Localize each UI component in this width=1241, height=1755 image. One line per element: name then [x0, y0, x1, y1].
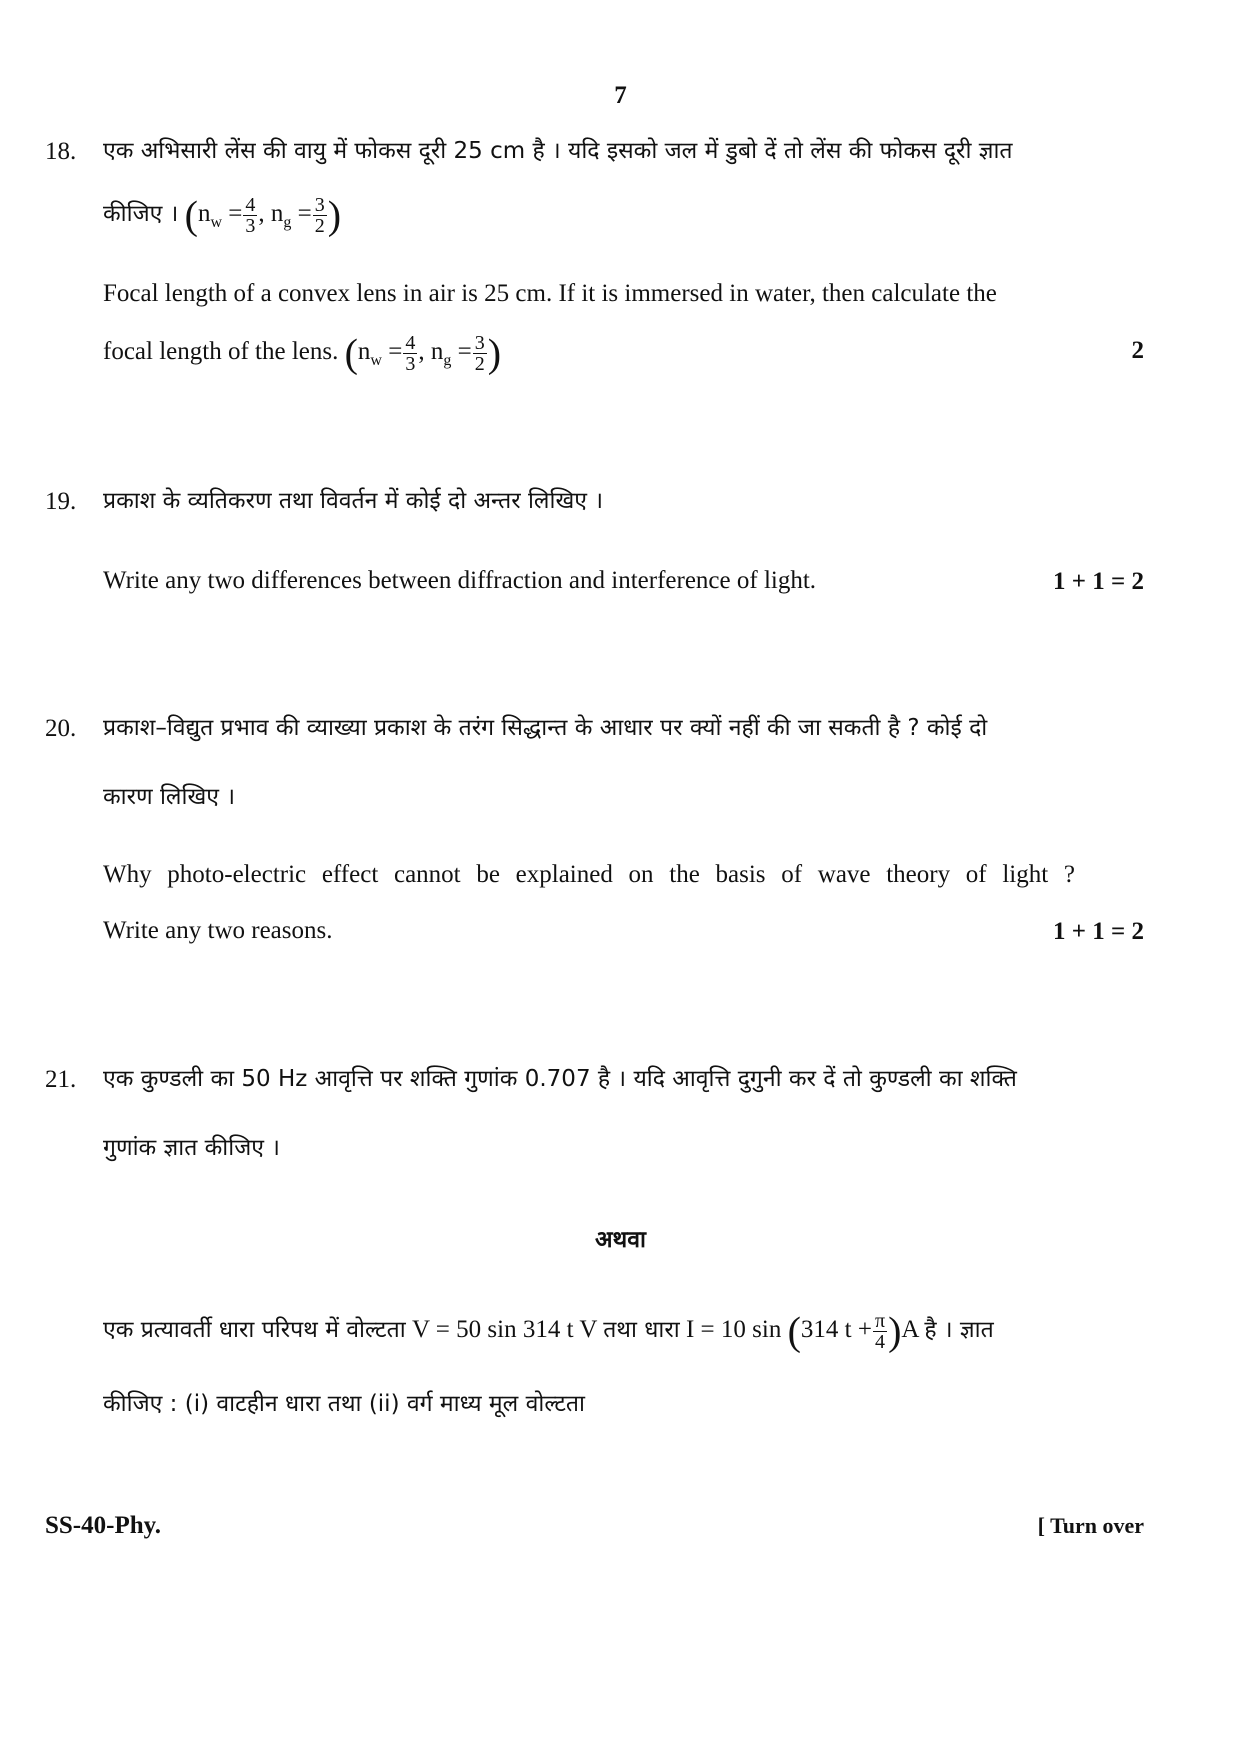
- voltage-equation: V = 50 sin 314 t V: [411, 1316, 597, 1344]
- q18-english-line-1: Focal length of a convex lens in air is 25 cm. If it is immersed in water, then calculate the: [103, 280, 997, 307]
- q19-hindi-line-1: प्रकाश के व्यतिकरण तथा विवर्तन में कोई दो अन्तर लिखिए ।: [103, 488, 604, 514]
- question-number-18: 18.: [45, 138, 77, 165]
- question-number-19: 19.: [45, 488, 77, 515]
- q21-alt-text-g: है । ज्ञात: [924, 1317, 994, 1344]
- q20-english-line-2: Write any two reasons.: [103, 917, 333, 944]
- q20-hindi-line-2: कारण लिखिए ।: [103, 784, 236, 810]
- q19-english-line-1: Write any two differences between diffraction and interference of light.: [103, 567, 817, 594]
- q20-english-line-1: Why photo-electric effect cannot be explained on the basis of wave theory of light ?: [103, 861, 1075, 888]
- paper-code: SS-40-Phy.: [45, 1512, 162, 1539]
- current-equation: I = 10 sin (314 t + $\frac{\pi}{4}$ )A: [685, 1308, 919, 1354]
- q21-hindi-line-2: गुणांक ज्ञात कीजिए ।: [103, 1135, 281, 1161]
- q21-alt-line-1: [103, 1308, 994, 1354]
- q21-hindi-line-1: एक कुण्डली का 50 Hz आवृत्ति पर शक्ति गुणांक 0.707 है । यदि आवृत्ति दुगुनी कर दें तो कुण्डली का शक्ति: [103, 1066, 1017, 1092]
- q21-alt-text-c: तथा धारा: [603, 1317, 680, 1344]
- q20-hindi-line-1: प्रकाश–विद्युत प्रभाव की व्याख्या प्रकाश के तरंग सिद्धान्त के आधार पर क्यों नहीं की जा सकती है ? कोई दो: [103, 715, 988, 741]
- question-number-20: 20.: [45, 715, 77, 742]
- turn-over-label: [ Turn over: [1037, 1513, 1144, 1538]
- question-number-21: 21.: [45, 1066, 77, 1093]
- q18-hindi-line-1: एक अभिसारी लेंस की वायु में फोकस दूरी 25 cm है । यदि इसको जल में डुबो दें तो लेंस की फोकस दूरी ज्ञात: [103, 138, 1013, 164]
- q21-alt-text-a: एक प्रत्यावर्ती धारा परिपथ में वोल्टता: [103, 1317, 406, 1344]
- q18-formula-hindi: ($n_w$ = $\frac{4}{3}$ , $n_g$ = $\frac{3}{2}$ ): [184, 192, 342, 238]
- q18-hindi-line-2: [103, 192, 342, 238]
- page-number: 7: [614, 82, 627, 109]
- q20-marks: 1 + 1 = 2: [1053, 918, 1144, 945]
- q18-formula-english: ($n_w$ = $\frac{4}{3}$ , $n_g$ = $\frac{3}{2}$ ): [344, 330, 502, 376]
- q18-hindi-line-2-text: कीजिए ।: [103, 201, 179, 228]
- q18-english-line-2-text: focal length of the lens.: [103, 338, 339, 366]
- or-separator: अथवा: [594, 1227, 646, 1253]
- q18-english-line-2: [103, 330, 502, 376]
- q18-marks: 2: [1131, 337, 1144, 364]
- q21-alt-line-2: कीजिए : (i) वाटहीन धारा तथा (ii) वर्ग माध्य मूल वोल्टता: [103, 1391, 586, 1417]
- q19-marks: 1 + 1 = 2: [1053, 568, 1144, 595]
